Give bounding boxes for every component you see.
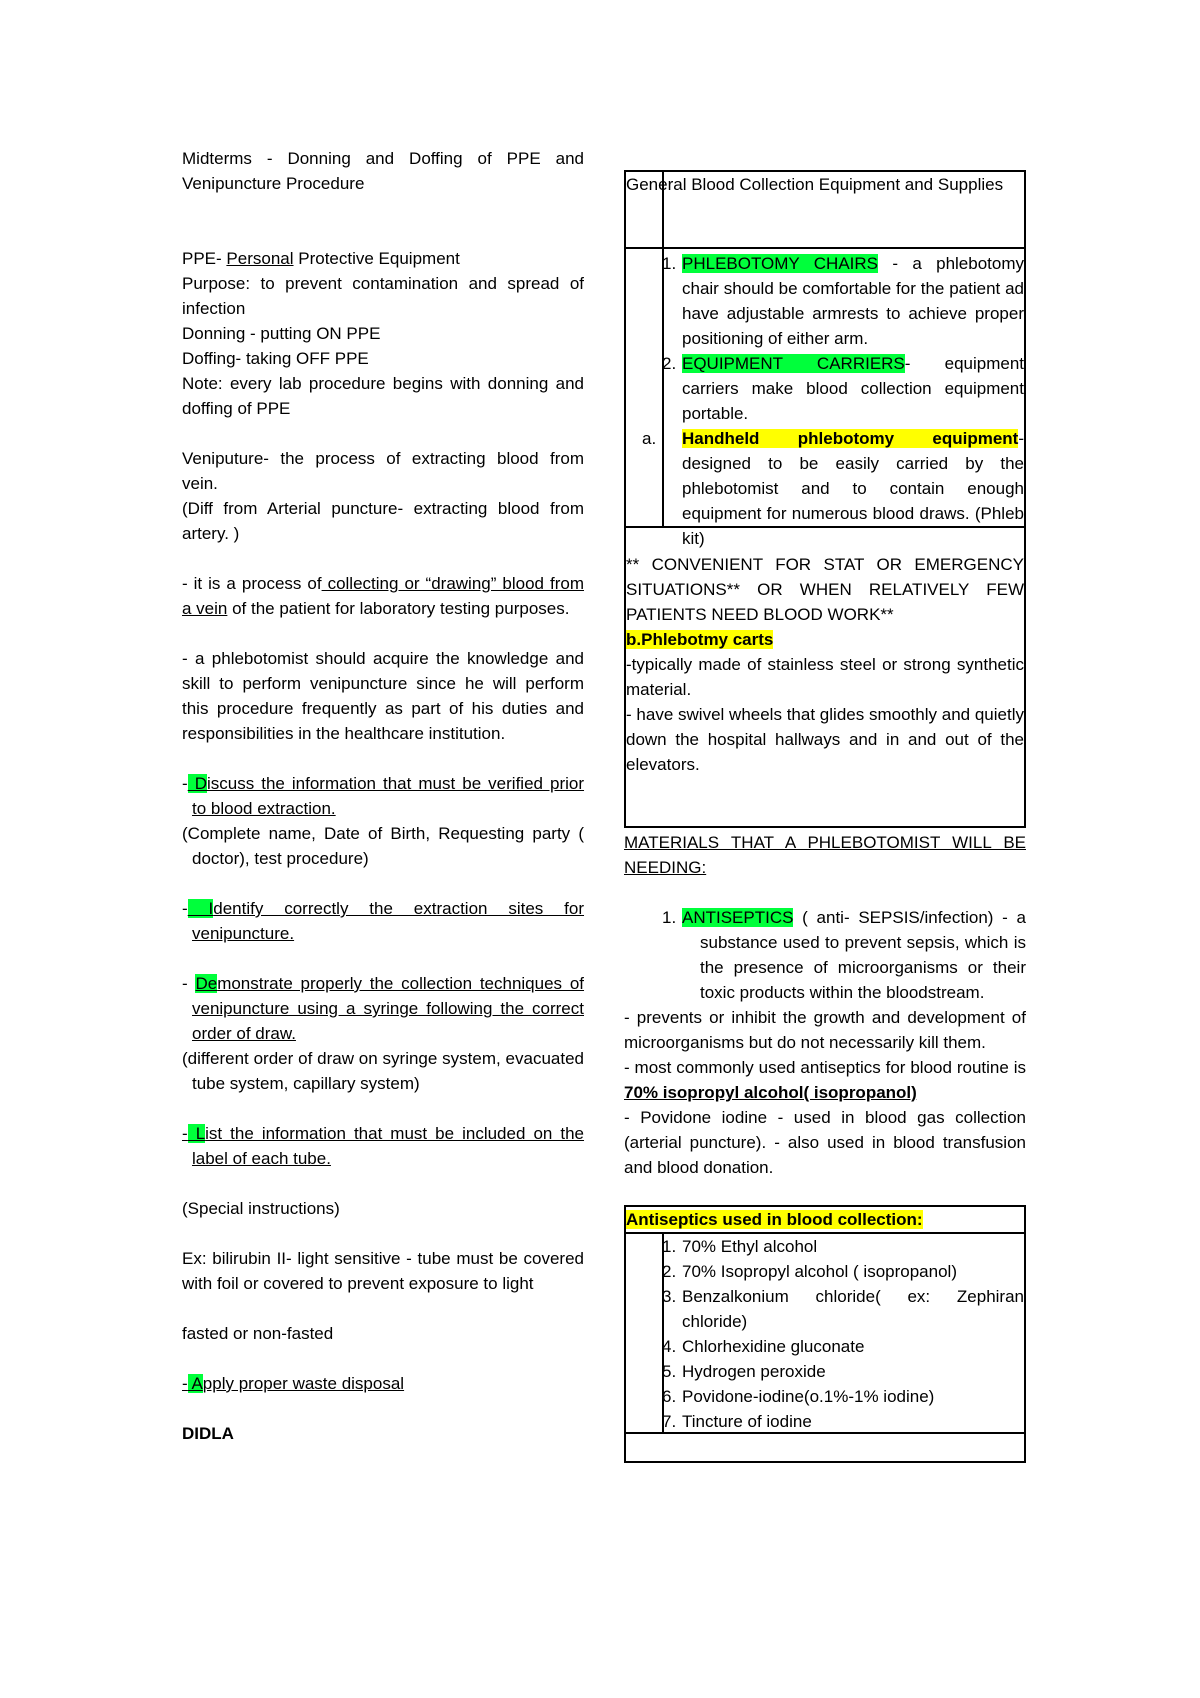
table-row: 5. Hydrogen peroxide (662, 1362, 826, 1381)
convenient-note: ** CONVENIENT FOR STAT OR EMERGENCY SITUATIONS** OR WHEN RELATIVELY FEW PATIENTS NEED BLOOD WORK** (626, 555, 1024, 624)
ppe-definition: PPE- Personal Protective Equipment (182, 249, 460, 268)
antiseptics-highlight: ANTISEPTICS (682, 908, 794, 927)
objective-5: - Apply proper waste disposal (182, 1374, 405, 1393)
ppe-note: Note: every lab procedure begins with donning and doffing of PPE (182, 374, 584, 418)
antiseptics-table (624, 1205, 1026, 1463)
handheld-equipment-highlight: Handheld phlebotomy equipment (682, 429, 1019, 448)
ppe-purpose: Purpose: to prevent contamination and spread of infection (182, 274, 584, 318)
antiseptics-purpose: - prevents or inhibit the growth and development of microorganisms but do not necessarily kill them. (624, 1008, 1026, 1052)
table-row: 4. Chlorhexidine gluconate (662, 1337, 865, 1356)
bilirubin-example: Ex: bilirubin II- light sensitive - tube must be covered with foil or covered to prevent exposure to light (182, 1249, 584, 1293)
list-item: a. Handheld phlebotomy equipment- designed to be easily carried by the phlebotomist and to contain enough equipment for numerous blood draws. (Phleb kit) (642, 429, 1024, 548)
special-instructions: (Special instructions) (182, 1199, 340, 1218)
table-row: 2. 70% Isopropyl alcohol ( isopropanol) (662, 1262, 957, 1281)
phlebotomy-carts-heading: b.Phlebotmy carts (626, 630, 774, 649)
fasted-note: fasted or non-fasted (182, 1324, 334, 1343)
objective-4: - List the information that must be included on the label of each tube. (182, 1124, 585, 1168)
document-title: Midterms - Donning and Doffing of PPE and Venipuncture Procedure (182, 149, 584, 193)
table-row: 7. Tincture of iodine (662, 1412, 812, 1431)
equipment-box-title-cell (626, 172, 1024, 249)
antiseptics-table-divider (662, 1234, 664, 1434)
table-row: 6. Povidone-iodine(o.1%-1% iodine) (662, 1387, 935, 1406)
carts-box (624, 528, 1026, 828)
equipment-box-title: General Blood Collection Equipment and Supplies (626, 175, 1004, 194)
arterial-puncture-note: (Diff from Arterial puncture- extracting blood from artery. ) (182, 499, 584, 543)
process-description: - it is a process of collecting or “drawing” blood from a vein of the patient for laboratory testing purposes. (182, 574, 584, 618)
equipment-box (624, 170, 1026, 548)
objective-3-note: (different order of draw on syringe system, evacuated tube system, capillary system) (182, 1049, 584, 1093)
right-column (624, 170, 1026, 1463)
venipuncture-definition: Veniputure- the process of extracting blood from vein. (182, 449, 584, 493)
objective-1: - Discuss the information that must be verified prior to blood extraction. (182, 774, 585, 818)
antiseptics-common: - most commonly used antiseptics for blood routine is 70% isopropyl alcohol( isopropanol) (624, 1058, 1026, 1102)
carts-material: -typically made of stainless steel or strong synthetic material. (626, 655, 1024, 699)
list-item: 1. PHLEBOTOMY CHAIRS - a phlebotomy chair should be comfortable for the patient ad have adjustable armrests to achieve proper positioning of either arm. (662, 254, 1024, 348)
didla-acronym: DIDLA (182, 1424, 234, 1443)
donning-definition: Donning - putting ON PPE (182, 324, 381, 343)
table-row: 3. Benzalkonium chloride( ex: Zephiran chloride) (662, 1287, 1024, 1331)
equipment-items (642, 251, 1024, 551)
phlebotomy-chairs-highlight: PHLEBOTOMY CHAIRS (682, 254, 879, 273)
antiseptics-list (626, 1234, 1024, 1434)
antiseptics-item: 1. ANTISEPTICS ( anti- SEPSIS/infection) - a substance used to prevent sepsis, which is the presence of microorganisms or their toxic products within the bloodstream. (662, 908, 1026, 1002)
equipment-carriers-highlight: EQUIPMENT CARRIERS (682, 354, 905, 373)
doffing-definition: Doffing- taking OFF PPE (182, 349, 369, 368)
objective-3: - Demonstrate properly the collection techniques of venipuncture using a syringe following the correct order of draw. (182, 974, 585, 1043)
objective-2: - Identify correctly the extraction sites for venipuncture. (182, 899, 585, 943)
antiseptics-table-header: Antiseptics used in blood collection: (626, 1207, 1024, 1234)
left-column (182, 146, 584, 1446)
antiseptics-table-footer-line (626, 1432, 1024, 1434)
objective-1-note: (Complete name, Date of Birth, Requesting party ( doctor), test procedure) (182, 824, 584, 868)
povidone-iodine-note: - Povidone iodine - used in blood gas collection (arterial puncture). - also used in blood transfusion and blood donation. (624, 1108, 1026, 1177)
carts-wheels: - have swivel wheels that glides smoothly and quietly down the hospital hallways and in and out of the elevators. (626, 705, 1024, 774)
list-item: 2. EQUIPMENT CARRIERS- equipment carriers make blood collection equipment portable. (662, 354, 1024, 423)
table-row: 1. 70% Ethyl alcohol (662, 1237, 818, 1256)
phlebotomist-description: - a phlebotomist should acquire the knowledge and skill to perform venipuncture since he will perform this procedure frequently as part of his duties and responsibilities in the healthcare institution. (182, 649, 584, 743)
materials-heading: MATERIALS THAT A PHLEBOTOMIST WILL BE NEEDING: (624, 826, 1026, 880)
